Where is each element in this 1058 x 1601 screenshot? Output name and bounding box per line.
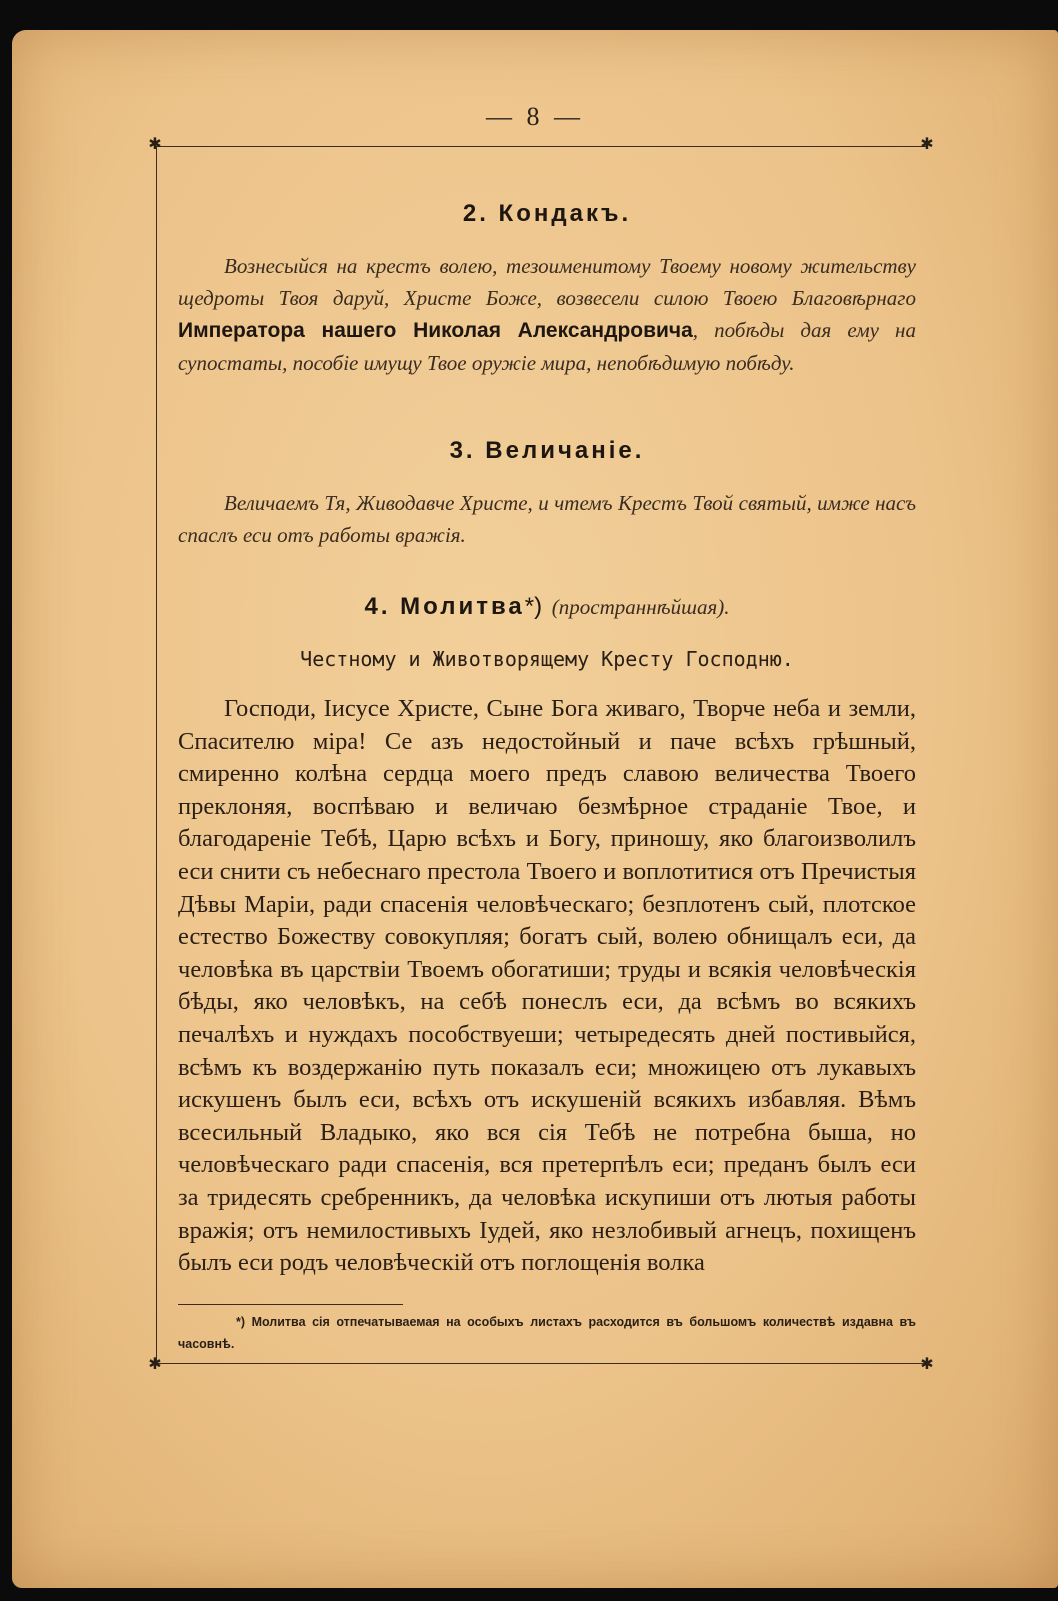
corner-ornament-icon: ✱	[148, 136, 162, 153]
corner-ornament-icon: ✱	[920, 1356, 934, 1373]
frame-bottom-rule	[156, 1363, 926, 1364]
footnote-rule	[178, 1304, 403, 1305]
molitva-text: Господи, Іисусе Христе, Сыне Бога живаго, Творче неба и земли, Спасителю міра! Се азъ недостойный и паче всѣхъ грѣшный, смиренно колѣна сердца моего предъ славою величества Твоего преклоняя, воспѣваю и величаю безмѣрное страданіе Твое, и благодареніе Тебѣ, Царю всѣхъ и Богу, приношу, яко благоизволилъ еси снити съ небеснаго престола Твоего и воплотитися отъ Пречистыя Дѣвы Маріи, ради спасенія человѣческаго; безплотенъ сый, плотское естество Божеству совокупляя; богатъ сый, волею обнищалъ еси, да человѣка въ царствіи Твоемъ обогатиши; труды и всякія человѣческія бѣды, яко человѣкъ, на себѣ понеслъ еси, да всѣмъ во всякихъ печалѣхъ и нуждахъ пособствуеши; четыредесять дней постивыйся, всѣмъ къ воздержанію путь показалъ еси; множицею отъ лукавыхъ искушенъ былъ еси, всѣхъ отъ искушеній всякихъ избавляя. Вѣмъ всесильный Владыко, яко вся сія Тебѣ не потребна быша, но человѣческаго ради спасенія, вся претерпѣлъ еси; преданъ былъ еси за тридесять сребренникъ, да человѣка искупиши отъ лютыя работы вражія; отъ немилостивыхъ Іудей, яко незлобивый агнецъ, похищенъ былъ еси родъ человѣческій отъ поглощенія волка	[178, 695, 916, 1277]
molitva-heading	[178, 593, 916, 621]
page-content	[178, 190, 916, 1355]
footnote-mark: *)	[524, 593, 543, 620]
frame-top-rule	[156, 146, 926, 147]
corner-ornament-icon: ✱	[148, 1356, 162, 1373]
kondak-heading: 2. Кондакъ.	[462, 200, 632, 227]
kondak-text	[178, 250, 916, 379]
velichanie-text: Величаемъ Тя, Живодавче Христе, и чтемъ Крестъ Твой святый, имже насъ спаслъ еси отъ работы вражія.	[178, 491, 916, 547]
footnote: *) Молитва сія отпечатываемая на особыхъ листахъ расходится въ большомъ количествѣ издавна въ часовнѣ.	[178, 1315, 916, 1352]
frame-left-rule	[156, 146, 157, 1364]
kondak-text-start: Вознесыйся на крестъ волею, тезоименитому Твоему новому жительству щедроты Твоя даруй, Христе Боже, возвесели силою Твоею Благовѣрнаго	[178, 254, 916, 310]
kondak-text-end: , побѣды дая ему на супостаты, пособіе имущу Твое оружіе мира, непобѣдимую побѣду.	[178, 318, 916, 375]
emperor-name: Императора нашего Николая Александровича	[178, 319, 693, 342]
molitva-subtitle: Честному и Животворящему Кресту Господню.	[300, 647, 794, 671]
velichanie-heading: 3. Величаніе.	[449, 437, 645, 464]
page-number: — 8 —	[486, 102, 584, 131]
molitva-note: (пространнѣйшая).	[551, 595, 730, 619]
corner-ornament-icon: ✱	[920, 136, 934, 153]
molitva-title: 4. Молитва	[364, 593, 525, 620]
